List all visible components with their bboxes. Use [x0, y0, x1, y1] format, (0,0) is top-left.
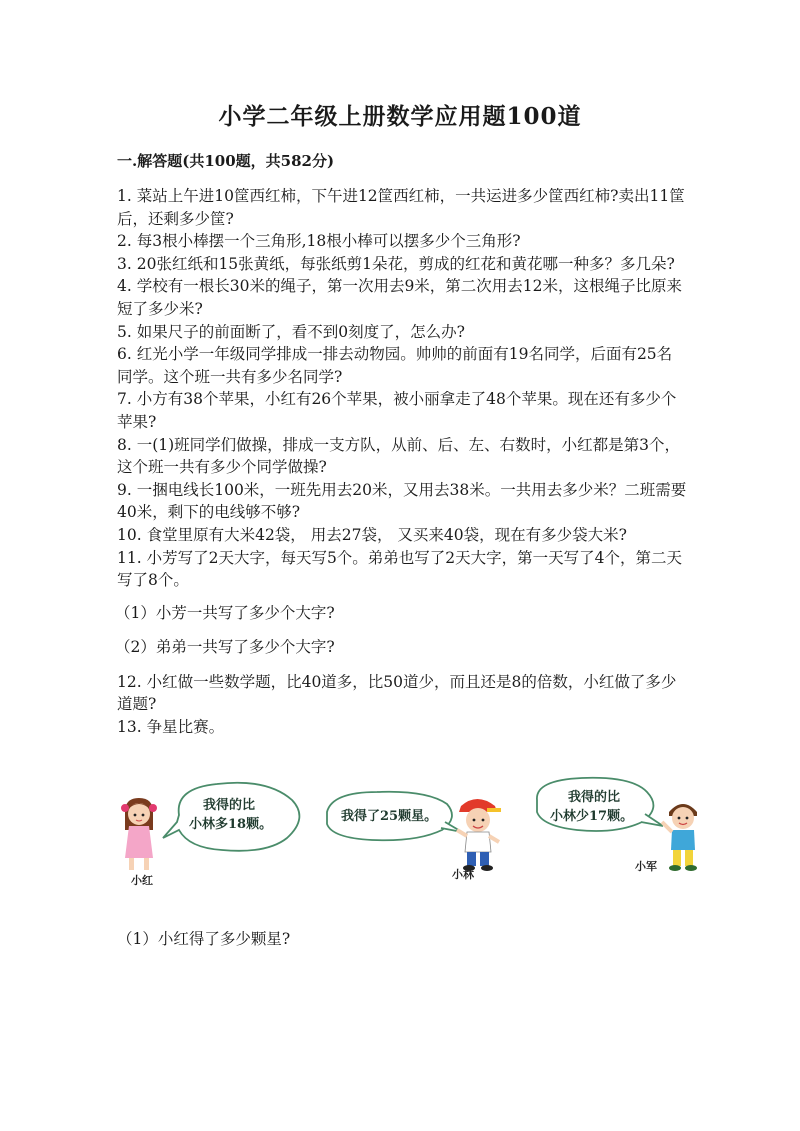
question-11: 11. 小芳写了2天大字，每天写5个。弟弟也写了2天大字，第一天写了4个，第二天写了8个。 — [117, 548, 683, 590]
name-label-xiaojun: 小军 — [635, 860, 657, 873]
question-11-sub-2: （2）弟弟一共写了多少个大字? — [115, 638, 335, 657]
boy-xiaojun-figure — [662, 804, 697, 871]
question-3: 3. 20张红纸和15张黄纸，每张纸剪1朵花，剪成的红花和黄花哪一种多？多几朵? — [117, 254, 675, 273]
name-label-xiaolin: 小林 — [452, 868, 474, 881]
bubble-1-line-2: 小林多18颗。 — [189, 817, 273, 832]
bubble-3-text — [550, 788, 633, 826]
question-10: 10. 食堂里原有大米42袋， 用去27袋， 又买来40袋，现在有多少袋大米? — [117, 525, 627, 544]
bubble-2-text: 我得了25颗星。 — [341, 809, 438, 824]
question-9: 9. 一捆电线长100米，一班先用去20米，又用去38米。一共用去多少米？二班需要40米，剩下的电线够不够? — [117, 480, 687, 522]
question-7: 7. 小方有38个苹果，小红有26个苹果，被小丽拿走了48个苹果。现在还有多少个苹果? — [117, 390, 677, 431]
bubble-1-text — [189, 796, 272, 834]
question-4: 4. 学校有一根长30米的绳子，第一次用去9米，第二次用去12米，这根绳子比原来短了多少米? — [117, 277, 683, 318]
question-1: 1. 菜站上午进10筐西红柿，下午进12筐西红柿，一共运进多少筐西红柿?卖出11筐后，还剩多少筐? — [117, 187, 685, 228]
girl-figure — [121, 798, 157, 870]
question-5: 5. 如果尺子的前面断了，看不到0刻度了，怎么办? — [117, 322, 465, 341]
question-11-sub-1: （1）小芳一共写了多少个大字? — [115, 603, 335, 622]
bubble-1-line-1: 我得的比 — [203, 798, 256, 813]
question-13: 13. 争星比赛。 — [117, 718, 225, 737]
bubble-3-line-1: 我得的比 — [568, 790, 621, 805]
boy-xiaolin-figure — [457, 799, 501, 871]
page-title: 小学二年级上册数学应用题100道 — [218, 103, 582, 130]
question-list — [117, 185, 687, 739]
question-8: 8. 一(1)班同学们做操，排成一支方队，从前、后、左、右数时，小红都是第3个，这个班一共有多少个同学做操? — [117, 435, 681, 477]
name-label-xiaohong: 小红 — [131, 874, 153, 887]
star-contest-illustration — [117, 770, 697, 885]
question-6: 6. 红光小学一年级同学排成一排去动物园。帅帅的前面有19名同学，后面有25名同学。这个班一共有多少名同学? — [117, 345, 673, 386]
bubble-3-line-2: 小林少17颗。 — [550, 809, 634, 824]
question-2: 2. 每3根小棒摆一个三角形,18根小棒可以摆多少个三角形? — [117, 232, 521, 251]
question-12: 12. 小红做一些数学题，比40道多，比50道少，而且还是8的倍数，小红做了多少道题? — [117, 672, 677, 714]
section-heading: 一.解答题(共100题，共582分) — [117, 152, 335, 170]
question-13-sub-1: （1）小红得了多少颗星? — [117, 930, 291, 948]
